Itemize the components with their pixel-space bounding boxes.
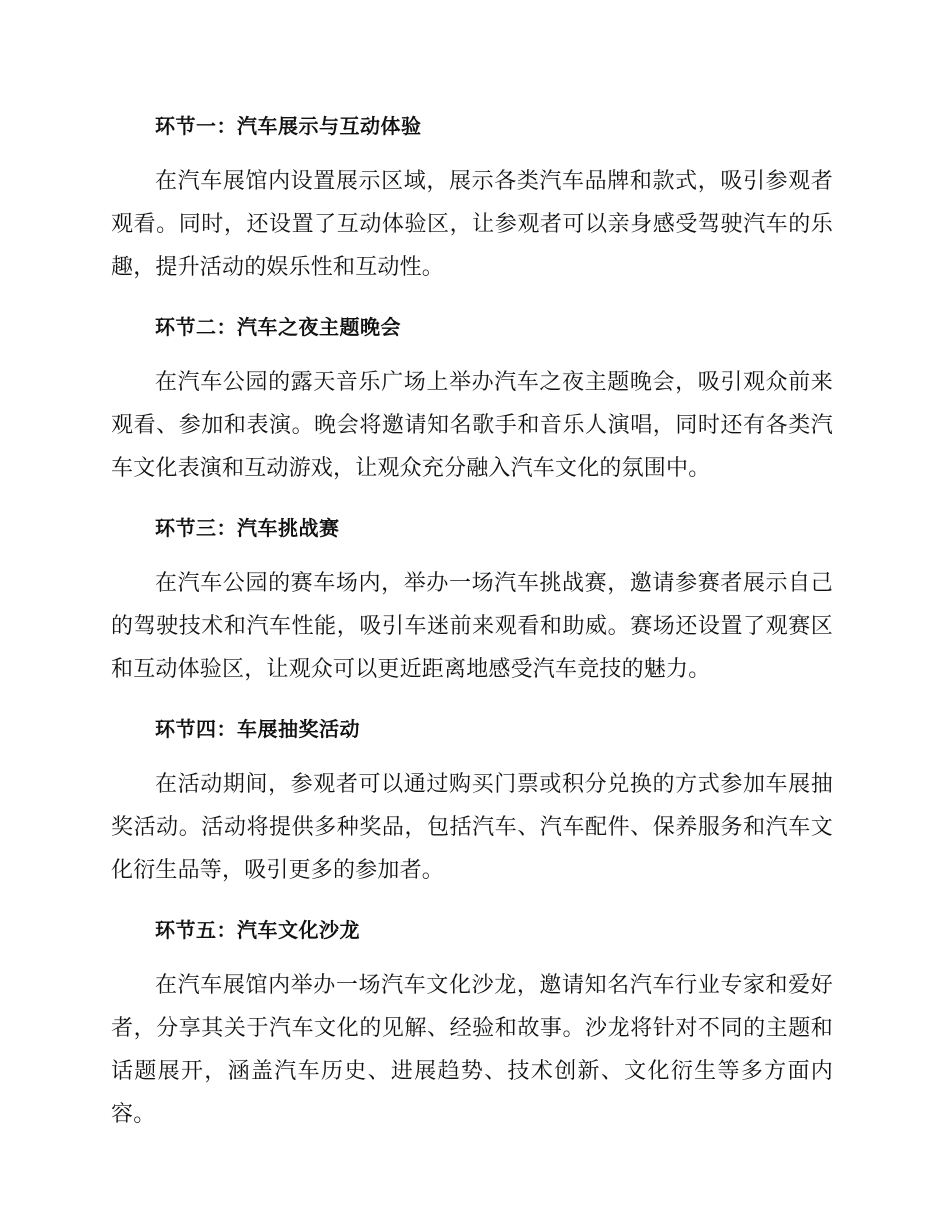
section-4 [111,709,833,892]
section-1 [111,106,833,289]
document-content [111,106,833,1154]
section-2 [111,307,833,490]
section-paragraph: 在汽车公园的赛车场内，举办一场汽车挑战赛，邀请参赛者展示自己的驾驶技术和汽车性能，吸引车迷前来观看和助威。赛场还设置了观赛区和互动体验区，让观众可以更近距离地感受汽车竞技的魅力。 [111,571,833,682]
section-5 [111,910,833,1136]
section-paragraph: 在汽车展馆内设置展示区域，展示各类汽车品牌和款式，吸引参观者观看。同时，还设置了互动体验区，让参观者可以亲身感受驾驶汽车的乐趣，提升活动的娱乐性和互动性。 [111,169,833,280]
section-heading: 环节四：车展抽奖活动 [155,717,360,741]
section-heading: 环节三：汽车挑战赛 [155,516,340,540]
section-paragraph: 在汽车公园的露天音乐广场上举办汽车之夜主题晚会，吸引观众前来观看、参加和表演。晚会将邀请知名歌手和音乐人演唱，同时还有各类汽车文化表演和互动游戏，让观众充分融入汽车文化的氛围中。 [111,370,833,481]
section-heading: 环节五：汽车文化沙龙 [155,918,360,942]
section-paragraph: 在活动期间，参观者可以通过购买门票或积分兑换的方式参加车展抽奖活动。活动将提供多种奖品，包括汽车、汽车配件、保养服务和汽车文化衍生品等，吸引更多的参加者。 [111,772,833,883]
section-heading: 环节一：汽车展示与互动体验 [155,114,422,138]
section-paragraph: 在汽车展馆内举办一场汽车文化沙龙，邀请知名汽车行业专家和爱好者，分享其关于汽车文化的见解、经验和故事。沙龙将针对不同的主题和话题展开，涵盖汽车历史、进展趋势、技术创新、文化衍生等多方面内容。 [111,973,833,1127]
section-heading: 环节二：汽车之夜主题晚会 [155,315,401,339]
section-3 [111,508,833,691]
